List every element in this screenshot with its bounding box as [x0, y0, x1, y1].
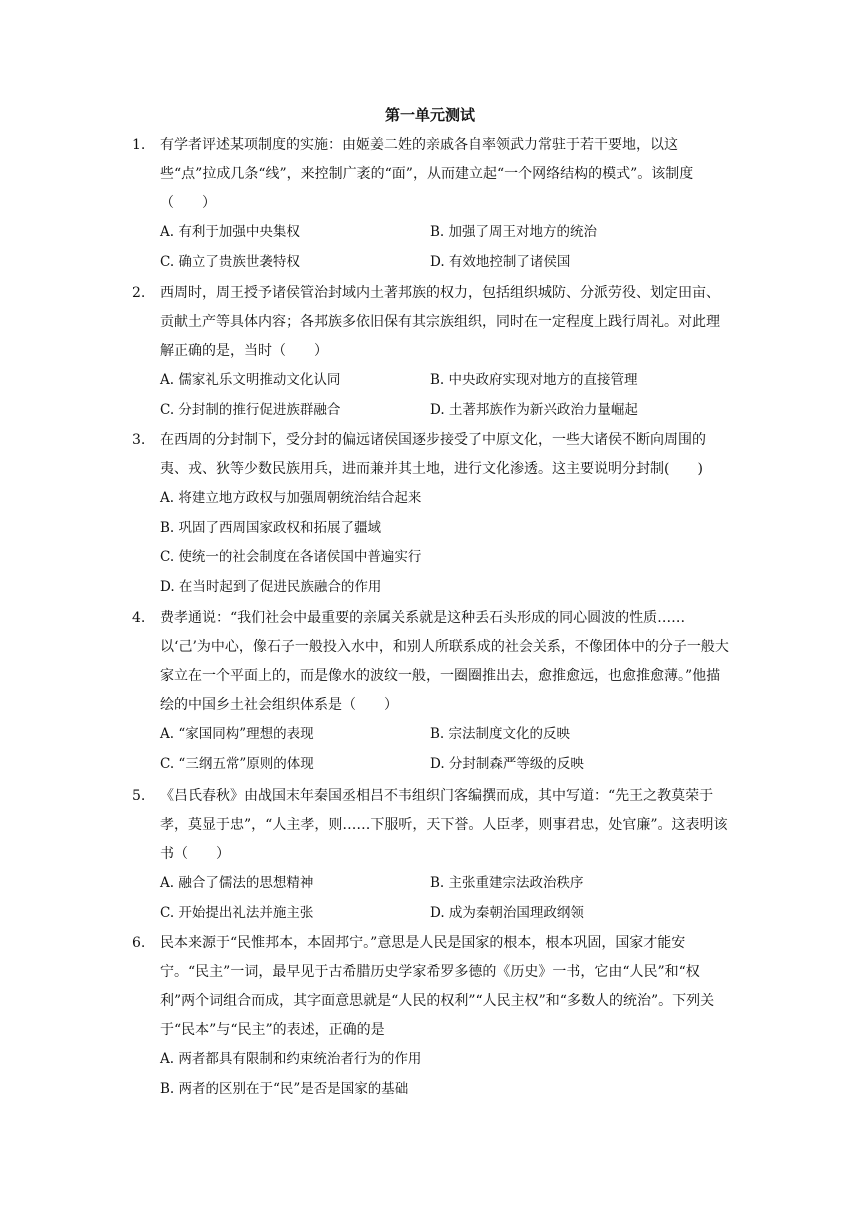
option-b[interactable]: B. 加强了周王对地方的统治: [430, 224, 598, 240]
option-b[interactable]: B. 两者的区别在于“民”是否是国家的基础: [160, 1080, 409, 1097]
option-d[interactable]: D. 有效地控制了诸侯国: [430, 253, 571, 270]
option-c[interactable]: C. “三纲五常”原则的体现: [160, 755, 314, 772]
options: [160, 218, 730, 277]
page-title: 第一单元测试: [384, 106, 475, 124]
question-number: 5.: [132, 788, 146, 804]
question-number: 2.: [132, 285, 146, 301]
option-a[interactable]: A. 有利于加强中央集权: [160, 224, 300, 240]
question-number: 4.: [132, 610, 146, 626]
question-stem: 在西周的分封制下，受分封的偏远诸侯国逐步接受了中原文化，一些大诸侯不断向周围的夷、戎、狄等少数民族用兵，进而兼并其土地，进行文化渗透。这主要说明分封制( ): [160, 432, 706, 477]
option-d[interactable]: D. 分封制森严等级的反映: [430, 755, 584, 772]
option-b[interactable]: B. 主张重建宗法政治秩序: [430, 875, 584, 891]
question-number: 3.: [132, 432, 146, 448]
option-a[interactable]: A. “家国同构”理想的表现: [160, 726, 314, 742]
option-d[interactable]: D. 在当时起到了促进民族融合的作用: [160, 578, 382, 595]
option-b[interactable]: B. 中央政府实现对地方的直接管理: [430, 372, 638, 388]
question-number: 6.: [132, 935, 146, 951]
option-a[interactable]: A. 融合了儒法的思想精神: [160, 875, 314, 891]
option-d[interactable]: D. 土著邦族作为新兴政治力量崛起: [430, 401, 638, 418]
option-b[interactable]: B. 巩固了西周国家政权和拓展了疆域: [160, 519, 382, 536]
option-a[interactable]: A. 将建立地方政权与加强周朝统治结合起来: [160, 490, 422, 506]
options: [160, 1045, 730, 1104]
option-c[interactable]: C. 使统一的社会制度在各诸侯国中普遍实行: [160, 549, 422, 565]
option-c[interactable]: C. 确立了贵族世袭特权: [160, 253, 300, 270]
option-c[interactable]: C. 分封制的推行促进族群融合: [160, 401, 341, 418]
options: [160, 869, 730, 928]
options: [160, 720, 730, 779]
option-a[interactable]: A. 儒家礼乐文明推动文化认同: [160, 372, 341, 388]
question-stem: 《吕氏春秋》由战国末年秦国丞相吕不韦组织门客编撰而成，其中写道：“先王之教莫荣于孝，莫显于忠”，“人主孝，则……下服听，天下誉。人臣孝，则事君忠，处官廉”。这表明该书（ ）: [160, 788, 728, 862]
option-b[interactable]: B. 宗法制度文化的反映: [430, 726, 571, 742]
option-c[interactable]: C. 开始提出礼法并施主张: [160, 904, 314, 921]
question-stem: 有学者评述某项制度的实施：由姬姜二姓的亲戚各自率领武力常驻于若干要地，以这些“点”拉成几条“线”，来控制广袤的“面”，从而建立起“一个网络结构的模式”。该制度（ ）: [160, 137, 694, 211]
question-stem: 费孝通说：“我们社会中最重要的亲属关系就是这种丢石头形成的同心圆波的性质……以‘己’为中心，像石子一般投入水中，和别人所联系成的社会关系，不像团体中的分子一般大家立在一个平面上的，而是像水的波纹一般，一圈圈推出去，愈推愈远，也愈推愈薄。”他描绘的中国乡土社会组织体系是（ ）: [160, 610, 729, 713]
options: [160, 366, 730, 425]
question-number: 1.: [132, 137, 146, 153]
question-stem: 西周时，周王授予诸侯管治封域内土著邦族的权力，包括组织城防、分派劳役、划定田亩、贡献土产等具体内容；各邦族多依旧保有其宗族组织，同时在一定程度上践行周礼。对此理解正确的是，当时（ ）: [160, 285, 720, 359]
option-d[interactable]: D. 成为秦朝治国理政纲领: [430, 904, 584, 921]
question-stem: 民本来源于“民惟邦本，本固邦宁。”意思是人民是国家的根本，根本巩固，国家才能安宁。“民主”一词，最早见于古希腊历史学家希罗多德的《历史》一书，它由“人民”和“权利”两个词组合而成，其字面意思就是“人民的权利”“人民主权”和“多数人的统治”。下列关于“民本”与“民主”的表述，正确的是: [160, 935, 715, 1038]
option-a[interactable]: A. 两者都具有限制和约束统治者行为的作用: [160, 1051, 422, 1067]
options: [160, 484, 730, 602]
